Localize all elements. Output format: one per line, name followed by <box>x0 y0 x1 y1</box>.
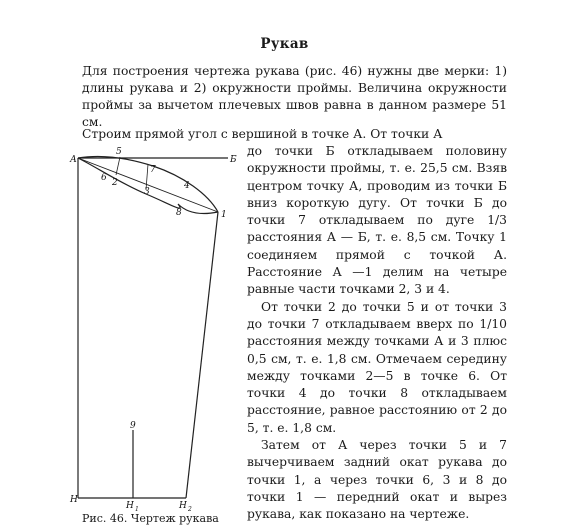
section-title: Рукав <box>260 36 309 52</box>
figure-caption: Рис. 46. Чертеж рукава <box>82 512 219 525</box>
paragraph-1: до точки Б откладываем половину окружности проймы, т. е. 25,5 см. Взяв центром точку А, проводим из точки Б вниз короткую дугу. От точки Б до точки 7 откладываем по дуге 1/3 расстояния А — Б, т. е. 8,5 см. Точку 1 соединяем прямой с точкой А. Расстояние А —1 делим на четыре равные части точками 2, 3 и 4. <box>247 144 507 297</box>
label-7: 7 <box>150 165 156 175</box>
sleeve-drawing <box>58 142 243 512</box>
paragraph-2: От точки 2 до точки 5 и от точки 3 до точки 7 откладываем вверх по 1/10 расстояния между точками А и 3 плюс 0,5 см, т. е. 1,8 см. Отмечаем середину между точками 2—5 в точке 6. От точки 4 до точки 8 откладываем расстояние, равное расстоянию от 2 до 5, т. е. 1,8 см. <box>247 299 507 435</box>
label-1: 1 <box>221 210 227 220</box>
label-h2: Н <box>179 501 187 511</box>
label-4: 4 <box>184 181 190 191</box>
label-6: 6 <box>101 173 107 183</box>
label-8: 8 <box>176 208 182 218</box>
line-5-2 <box>116 157 120 175</box>
text-column <box>247 143 507 524</box>
first-line: Строим прямой угол с вершиной в точке А. От точки А <box>82 127 443 141</box>
label-b: Б <box>230 155 237 165</box>
label-a: А <box>70 155 77 165</box>
label-h1-sub: 1 <box>135 506 139 512</box>
label-5: 5 <box>116 147 122 157</box>
label-h1: Н <box>126 501 134 511</box>
label-h: Н <box>70 495 78 505</box>
line-1-h2 <box>186 212 218 498</box>
intro-paragraph: Для построения чертежа рукава (рис. 46) нужны две мерки: 1) длины рукава и 2) окружности проймы. Величина окружности проймы за вычетом плечевых швов равна в данном размере 51 см. <box>82 64 507 129</box>
label-9: 9 <box>130 421 136 431</box>
paragraph-3: Затем от А через точки 5 и 7 вычерчиваем задний окат рукава до точки 1, а через точки 6, 3 и 8 до точки 1 — передний окат и вырез рукава, как показано на чертеже. <box>247 438 507 522</box>
label-h2-sub: 2 <box>188 506 192 512</box>
label-3: 3 <box>144 187 150 197</box>
label-2: 2 <box>112 178 118 188</box>
